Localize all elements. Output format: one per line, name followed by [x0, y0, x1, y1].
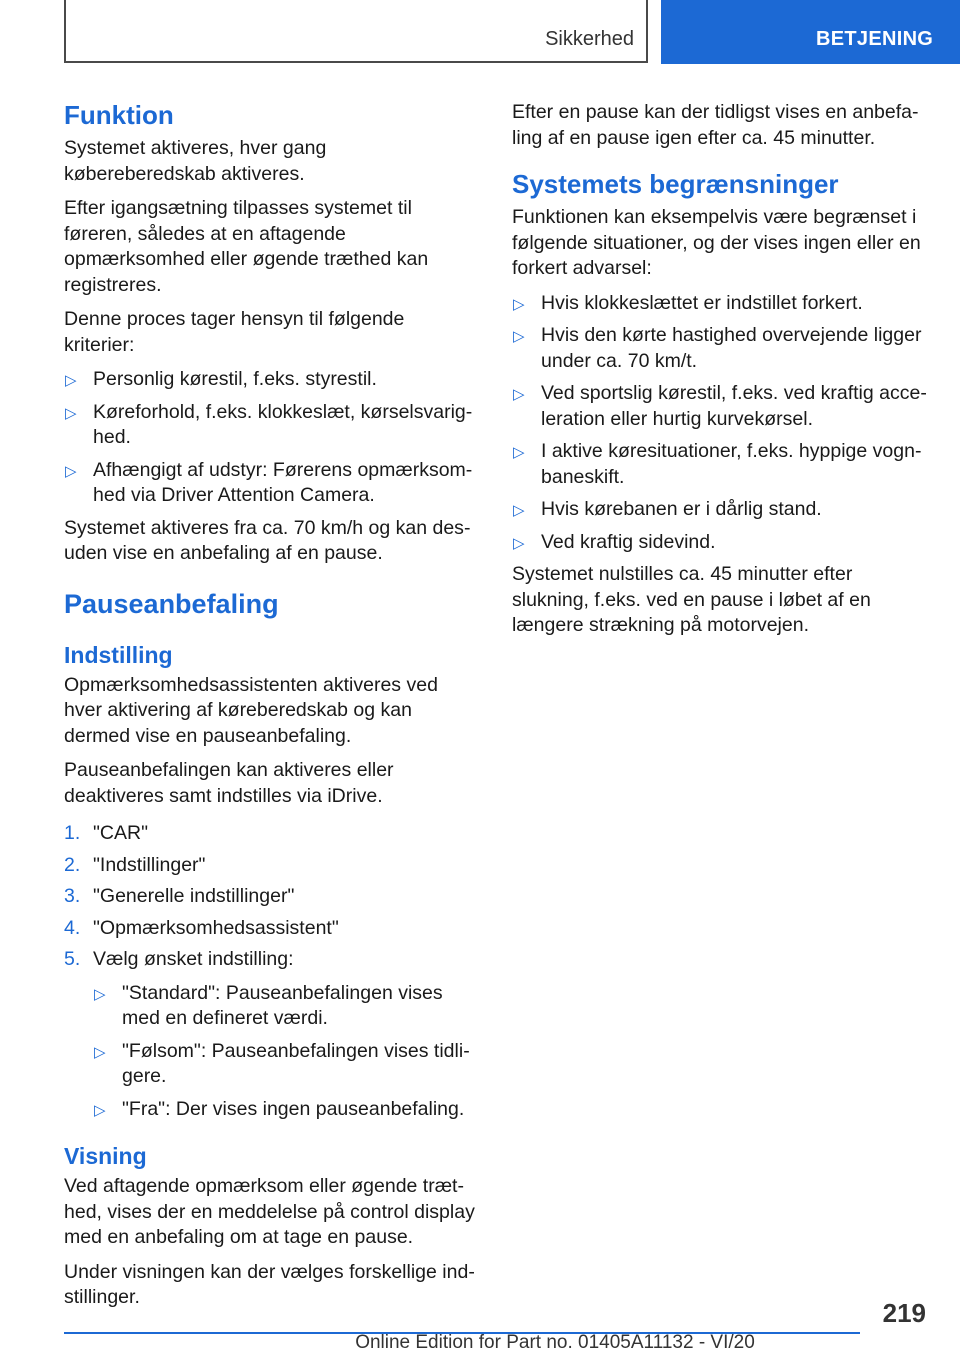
paragraph: Systemet aktiveres, hver gang købereberedskab aktiveres. — [64, 137, 327, 185]
paragraph: Ved aftagende opmærksom eller øgende træthed, vises der en meddelelse på control display med en anbefaling om at tage en pause. — [64, 1175, 475, 1248]
paragraph: Systemet aktiveres fra ca. 70 km/h og kan desuden vise en anbefaling af en pause. — [64, 516, 471, 564]
page-number: 219 — [882, 1298, 926, 1328]
step-number: 3. — [64, 885, 81, 907]
options-list — [93, 981, 478, 1123]
paragraph: Efter en pause kan der tidligst vises en anbefaling af en pause igen efter ca. 45 minutter. — [512, 101, 919, 149]
paragraph: Denne proces tager hensyn til følgende kriterier: — [64, 308, 405, 356]
triangle-bullet-icon: ▷ — [513, 386, 525, 403]
heading-funktion: Funktion — [64, 100, 174, 130]
list-item: ▷ Ved kraftig sidevind. — [512, 530, 930, 556]
list-item: ▷ Køreforhold, f.eks. klokkeslæt, kørselsvarighed. — [65, 400, 473, 448]
header-section-label: Sikkerhed — [545, 28, 634, 50]
step-item: 3. "Generelle indstillinger" — [64, 884, 478, 910]
triangle-bullet-icon: ▷ — [513, 502, 525, 519]
steps-list — [64, 821, 478, 1122]
triangle-bullet-icon: ▷ — [94, 1043, 106, 1061]
list-item: ▷ "Standard": Pauseanbefalingen vises med en defineret værdi. — [94, 981, 443, 1029]
paragraph: Under visningen kan der vælges forskellige indstillinger. — [64, 1260, 475, 1308]
list-item: ▷ Hvis kørebanen er i dårlig stand. — [512, 497, 930, 523]
heading-visning: Visning — [64, 1143, 147, 1169]
header-chapter-label: BETJENING — [816, 28, 934, 50]
triangle-bullet-icon: ▷ — [65, 462, 77, 480]
step-item: 2. "Indstillinger" — [64, 853, 478, 879]
triangle-bullet-icon: ▷ — [513, 534, 525, 552]
triangle-bullet-icon: ▷ — [513, 295, 525, 313]
triangle-bullet-icon: ▷ — [65, 372, 77, 389]
paragraph: Efter igangsætning tilpasses systemet til føreren, således at en aftagende opmærksomhed eller øgende træthed kan registreres. — [64, 197, 429, 296]
paragraph: Opmærksomhedsassistenten aktiveres ved hver aktivering af køreberedskab og kan dermed vise en pauseanbefaling. — [64, 673, 438, 747]
triangle-bullet-icon: ▷ — [94, 1101, 106, 1119]
step-item: 5. Vælg ønsket indstilling: ▷ "Standard": Pauseanbefalingen vises med en defineret værdi. ▷ "Følsom": Pauseanbefalingen vises tidligere. ▷ "Fra": Der vises ingen pauseanbefaling. — [64, 947, 478, 1122]
criteria-list — [64, 367, 478, 509]
left-column — [64, 100, 478, 1320]
heading-begraensninger: Systemets begrænsninger — [512, 169, 839, 199]
heading-pauseanbefaling: Pauseanbefaling — [64, 588, 279, 619]
limits-list — [512, 291, 930, 556]
list-item: ▷ Ved sportslig kørestil, f.eks. ved kraftig acceleration eller hurtig kurvekørsel. — [513, 382, 927, 430]
step-item: 1. "CAR" — [64, 821, 478, 847]
footer-edition: Online Edition for Part no. 01405A11132 - VI/20 — [355, 1332, 755, 1353]
list-item: ▷ "Fra": Der vises ingen pauseanbefaling. — [93, 1097, 478, 1123]
list-item: ▷ I aktive køresituationer, f.eks. hyppige vognbaneskift. — [513, 440, 922, 488]
paragraph: Pauseanbefalingen kan aktiveres eller deaktiveres samt indstilles via iDrive. — [64, 759, 394, 807]
triangle-bullet-icon: ▷ — [94, 985, 106, 1003]
triangle-bullet-icon: ▷ — [513, 444, 525, 461]
header-chapter-tab — [661, 0, 960, 64]
step-number: 2. — [64, 853, 81, 876]
step-number: 4. — [64, 916, 81, 939]
heading-indstilling: Indstilling — [64, 641, 173, 668]
list-item: ▷ Personlig kørestil, f.eks. styrestil. — [64, 367, 478, 393]
list-item: ▷ Afhængigt af udstyr: Førerens opmærksomhed via Driver Attention Camera. — [65, 458, 473, 506]
list-item: ▷ Hvis klokkeslættet er indstillet forkert. — [512, 291, 930, 317]
triangle-bullet-icon: ▷ — [65, 404, 77, 422]
paragraph: Funktionen kan eksempelvis være begrænset i følgende situationer, og der vises ingen eller en forkert advarsel: — [512, 206, 921, 279]
list-item: ▷ Hvis den kørte hastighed overvejende ligger under ca. 70 km/t. — [513, 324, 922, 372]
step-number: 1. — [64, 822, 81, 844]
step-number: 5. — [64, 948, 81, 970]
right-column — [512, 100, 930, 648]
paragraph: Systemet nulstilles ca. 45 minutter efter slukning, f.eks. ved en pause i løbet af en længere strækning på motorvejen. — [512, 563, 871, 636]
step-item: 4. "Opmærksomhedsassistent" — [64, 916, 478, 942]
triangle-bullet-icon: ▷ — [513, 328, 525, 345]
list-item: ▷ "Følsom": Pauseanbefalingen vises tidligere. — [94, 1039, 470, 1087]
